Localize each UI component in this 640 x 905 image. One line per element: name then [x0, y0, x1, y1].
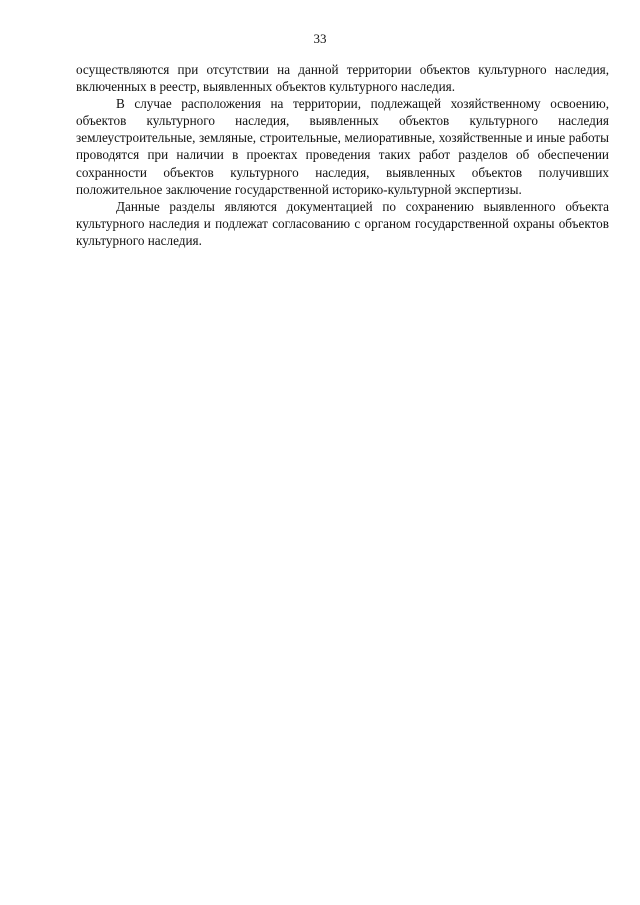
paragraph-continuation: осуществляются при отсутствии на данной территории объектов культурного наследия, включенных в реестр, выявленных объектов культурного наследия. — [76, 62, 609, 95]
page-number: 33 — [313, 31, 327, 46]
document-body — [76, 61, 609, 249]
paragraph-territory-works: В случае расположения на территории, подлежащей хозяйственному освоению, объектов культурного наследия, выявленных объектов культурного наследия землеустроительные, земляные, строительные, мелиоративные, хозяйственные и иные работы проводятся при наличии в проектах проведения таких работ разделов об обеспечении сохранности объектов культурного наследия, выявленных объектов получивших положительное заключение государственной историко-культурной экспертизы. — [76, 96, 609, 197]
paragraph-sections-approval: Данные разделы являются документацией по сохранению выявленного объекта культурного наследия и подлежат согласованию с органом государственной охраны объектов культурного наследия. — [76, 198, 609, 248]
